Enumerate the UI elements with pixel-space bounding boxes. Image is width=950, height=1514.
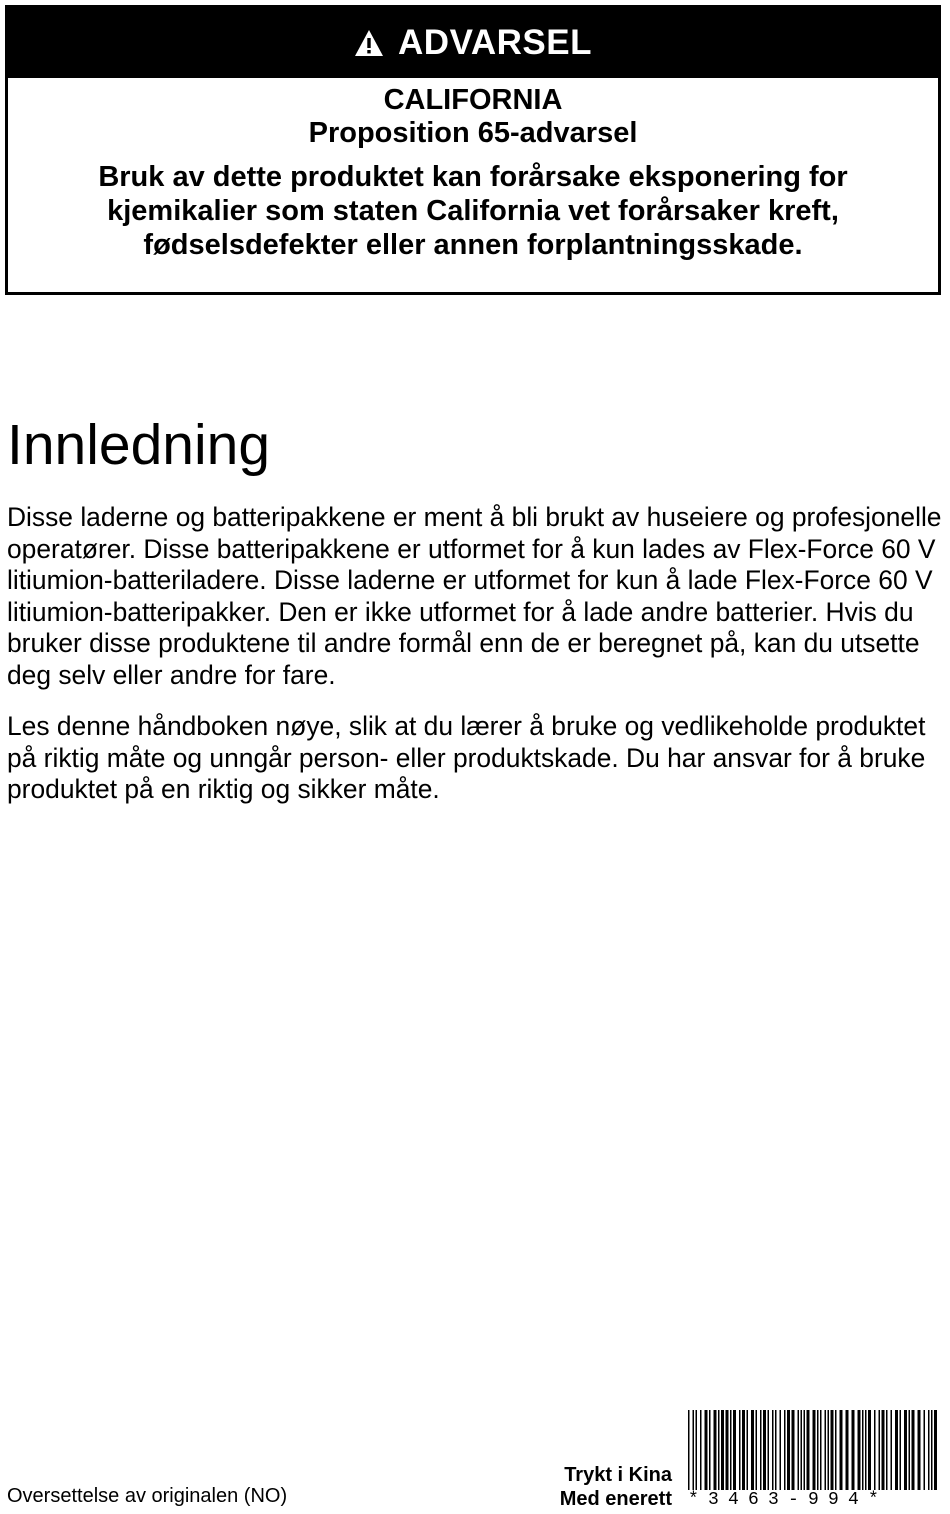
barcode-bar (739, 1410, 741, 1490)
barcode-bar (862, 1410, 864, 1490)
barcode-bar (828, 1410, 830, 1490)
barcode-bar (798, 1410, 800, 1490)
barcode-bar (714, 1410, 717, 1490)
intro-paragraph-2: Les denne håndboken nøye, slik at du lærer å bruke og vedlikeholde produktet på riktig måte og unngår person- eller produktskade. Du har ansvar for å bruke produktet på en riktig og sikker måte. (7, 711, 926, 804)
barcode-bar (934, 1410, 937, 1490)
barcode-bar (891, 1410, 893, 1490)
intro-paragraph-1: Disse laderne og batteripakkene er ment å bli brukt av huseiere og profesjonelle operatører. Disse batteripakkene er utformet for å kun lades av Flex-Force 60 V litiumion-batteriladere. Disse laderne er utformet for kun å lade Flex-Force 60 V litiumion-batteripakker. Den er ikke utformet for å lade andre batterier. Hvis du bruker disse produktene til andre formål enn de er beregnet på, kan du utsette deg selv eller andre for fare. (7, 502, 942, 690)
barcode-bar (909, 1410, 911, 1490)
print-info (520, 1463, 672, 1511)
barcode-bar (792, 1410, 795, 1490)
warning-title: ADVARSEL (398, 23, 592, 62)
barcode-bar (874, 1410, 876, 1490)
barcode-bar (865, 1410, 867, 1490)
warning-subtitle-proposition: Proposition 65-advarsel (308, 117, 638, 149)
barcode-bar (886, 1410, 888, 1490)
barcode-bar (895, 1410, 898, 1490)
barcode-bar (840, 1410, 843, 1490)
translation-note: Oversettelse av originalen (NO) (7, 1485, 288, 1507)
barcode-bar (760, 1410, 762, 1490)
barcode-bar (931, 1410, 933, 1490)
barcode-bar (700, 1410, 702, 1490)
barcode-bar (721, 1410, 724, 1490)
barcode-bar (780, 1410, 782, 1490)
barcode-bar (801, 1410, 803, 1490)
barcode-bar (879, 1410, 881, 1490)
barcode-number: *3463-994* (688, 1490, 889, 1510)
barcode-bar (831, 1410, 834, 1490)
barcode-bar (756, 1410, 758, 1490)
barcode-bar (772, 1410, 774, 1490)
barcode-bar (693, 1410, 695, 1490)
barcode-bar (730, 1410, 732, 1490)
barcode-bar (784, 1410, 786, 1490)
barcode-bar (918, 1410, 921, 1490)
rights-label: Med enerett (559, 1488, 672, 1510)
barcode-bar (763, 1410, 766, 1490)
barcode-bar (733, 1410, 736, 1490)
barcode-bar (924, 1410, 926, 1490)
barcode-bar (825, 1410, 827, 1490)
barcode-bar (742, 1410, 745, 1490)
section-heading: Innledning (7, 413, 271, 477)
warning-body-text: Bruk av dette produktet kan forårsake eksponering for kjemikalier som staten California vet forårsaker kreft, fødselsdefekter eller annen forplantningsskade. (98, 161, 848, 261)
barcode-bar (688, 1410, 690, 1490)
barcode-bar (852, 1410, 855, 1490)
barcode-bar (904, 1410, 907, 1490)
barcode-bar (912, 1410, 915, 1490)
warning-subtitle-state: CALIFORNIA (383, 84, 563, 116)
barcode-bar (775, 1410, 777, 1490)
printed-in-label: Trykt i Kina (564, 1464, 672, 1486)
barcode-bar (768, 1410, 770, 1490)
barcode-bar (846, 1410, 849, 1490)
barcode-bar (868, 1410, 871, 1490)
barcode-bar (807, 1410, 810, 1490)
barcode-bar (858, 1410, 861, 1490)
barcode-bar (813, 1410, 816, 1490)
barcode-bar (820, 1410, 822, 1490)
warning-triangle-icon (354, 29, 384, 57)
barcode-bar (900, 1410, 902, 1490)
barcode-bar (705, 1410, 708, 1490)
barcode-bar (928, 1410, 930, 1490)
warning-header (8, 8, 938, 78)
barcode-bar (804, 1410, 806, 1490)
barcode-image (688, 1410, 942, 1490)
barcode-bar (751, 1410, 754, 1490)
barcode-bar (882, 1410, 885, 1490)
barcode-bar (747, 1410, 749, 1490)
barcode-bar (817, 1410, 819, 1490)
barcode-bar (709, 1410, 711, 1490)
barcode-bar (726, 1410, 729, 1490)
barcode-bar (718, 1410, 720, 1490)
barcode-bar (696, 1410, 698, 1490)
warning-box (5, 5, 941, 295)
barcode-bar (787, 1410, 790, 1490)
barcode-bar (835, 1410, 837, 1490)
